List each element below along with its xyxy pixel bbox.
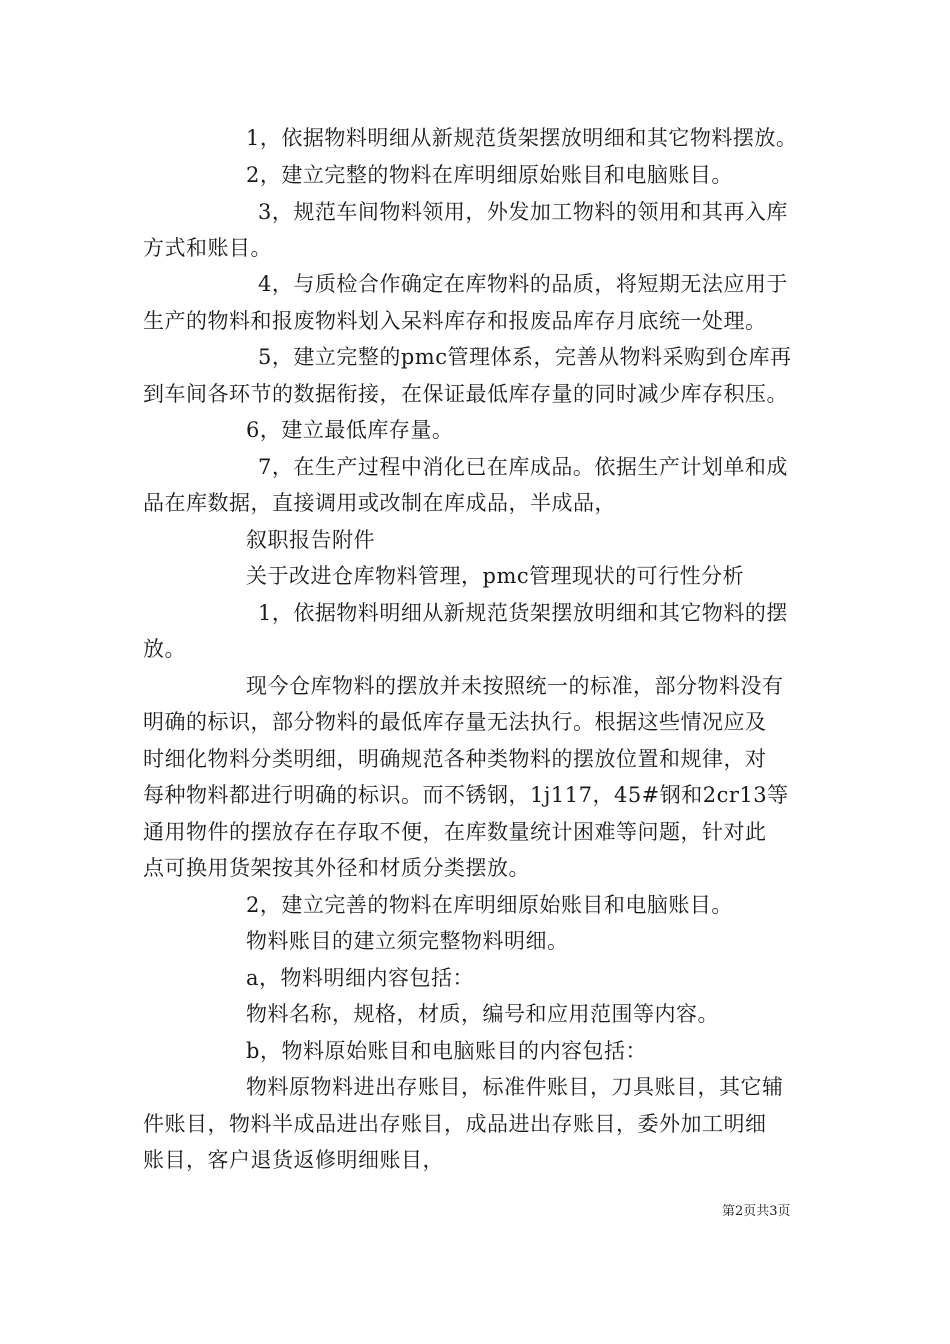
text-line: 2，建立完整的物料在库明细原始账目和电脑账目。 [246,163,733,187]
text-line: 品在库数据，直接调用或改制在库成品，半成品， [143,491,616,515]
text-line: 件账目，物料半成品进出存账目，成品进出存账目，委外加工明细 [143,1112,767,1136]
text-line: 4，与质检合作确定在库物料的品质，将短期无法应用于 [258,272,788,296]
text-line: a，物料明细内容包括： [246,966,475,990]
text-line: 明确的标识，部分物料的最低库存量无法执行。根据这些情况应及 [143,710,767,734]
text-line: 方式和账目。 [143,236,272,260]
text-line: 通用物件的摆放存在存取不便，在库数量统计困难等问题，针对此 [143,820,767,844]
text-line: 每种物料都进行明确的标识。而不锈钢，1j117，45#钢和2cr13等 [143,783,789,807]
text-line: b，物料原始账目和电脑账目的内容包括： [246,1039,647,1063]
text-line: 点可换用货架按其外径和材质分类摆放。 [143,856,530,880]
text-line: 物料账目的建立须完整物料明细。 [246,929,569,953]
text-line: 账目，客户退货返修明细账目， [143,1148,444,1172]
text-line: 现今仓库物料的摆放并未按照统一的标准，部分物料没有 [246,674,784,698]
analysis-title: 关于改进仓库物料管理，pmc管理现状的可行性分析 [246,564,745,588]
text-line: 放。 [143,637,186,661]
text-line: 1，依据物料明细从新规范货架摆放明细和其它物料摆放。 [246,126,798,150]
page-number-footer: 第2页共3页 [722,1204,791,1219]
text-line: 6，建立最低库存量。 [246,418,454,442]
text-line: 2，建立完善的物料在库明细原始账目和电脑账目。 [246,893,733,917]
text-line: 5，建立完整的pmc管理体系，完善从物料采购到仓库再 [258,345,792,369]
text-line: 7，在生产过程中消化已在库成品。依据生产计划单和成 [258,455,788,479]
attachment-heading: 叙职报告附件 [246,528,375,552]
text-line: 生产的物料和报废物料划入呆料库存和报废品库存月底统一处理。 [143,309,767,333]
text-line: 物料名称，规格，材质，编号和应用范围等内容。 [246,1002,719,1026]
text-line: 物料原物料进出存账目，标准件账目，刀具账目，其它辅 [246,1075,784,1099]
text-line: 1，依据物料明细从新规范货架摆放明细和其它物料的摆 [258,601,788,625]
text-line: 到车间各环节的数据衔接，在保证最低库存量的同时减少库存积压。 [143,382,788,406]
text-line: 3，规范车间物料领用，外发加工物料的领用和其再入库 [258,200,788,224]
text-line: 时细化物料分类明细，明确规范各种类物料的摆放位置和规律，对 [143,747,767,771]
